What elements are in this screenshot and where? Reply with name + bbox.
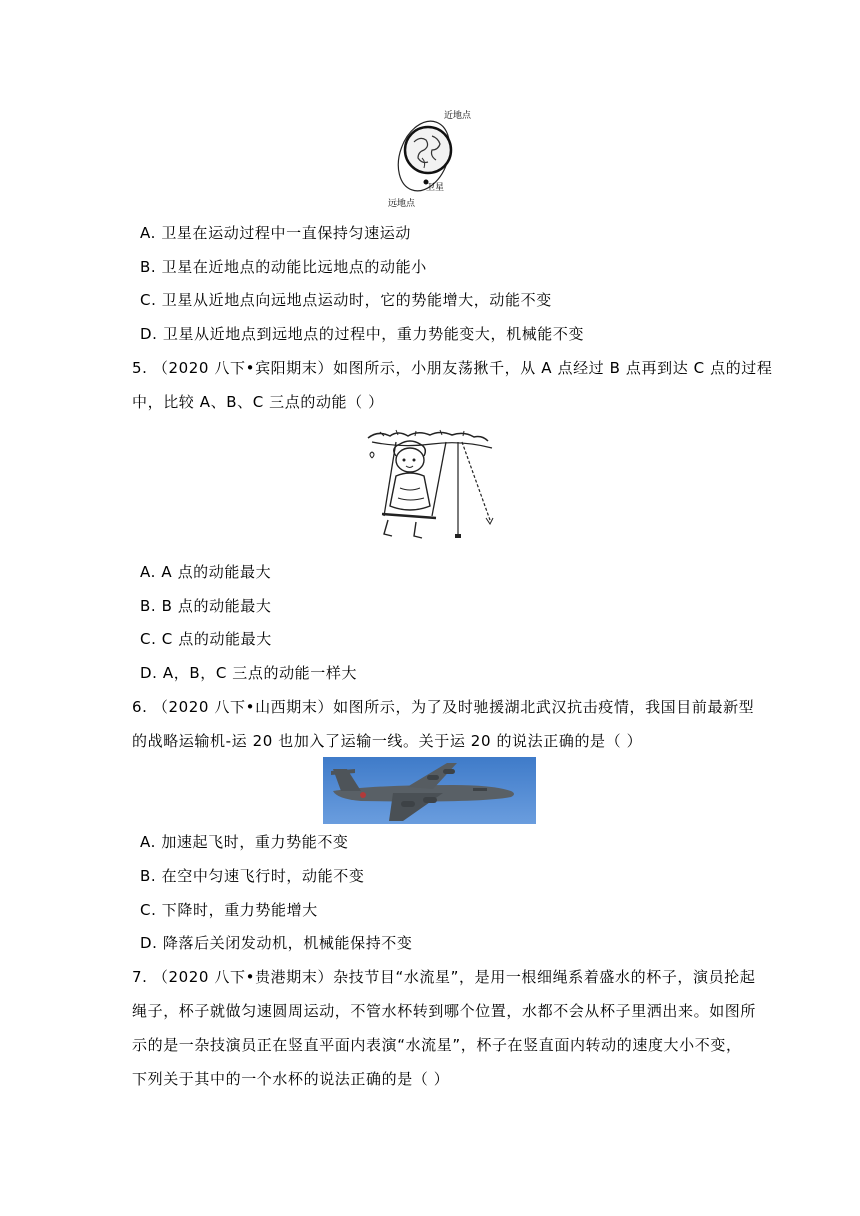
q4-option-b: B. 卫星在近地点的动能比远地点的动能小 bbox=[140, 258, 427, 276]
q6-option-d: D. 降落后关闭发动机，机械能保持不变 bbox=[140, 934, 413, 952]
q4-option-d: D. 卫星从近地点到远地点的过程中，重力势能变大，机械能不变 bbox=[140, 325, 585, 343]
label-perigee: 近地点 bbox=[444, 111, 472, 121]
q7-stem-line-3: 示的是一杂技演员正在竖直平面内表演“水流星”，杯子在竖直面内转动的速度大小不变， bbox=[132, 1036, 742, 1054]
q5-stem-line-1: 5. （2020 八下•宾阳期末）如图所示，小朋友荡揪千，从 A 点经过 B 点再到达 C 点的过程 bbox=[132, 359, 773, 377]
q6-stem-line-1: 6. （2020 八下•山西期末）如图所示，为了及时驰援湖北武汉抗击疫情，我国目前最新型 bbox=[132, 698, 755, 716]
q6-stem-line-2: 的战略运输机-运 20 也加入了运输一线。关于运 20 的说法正确的是（ ） bbox=[132, 732, 643, 750]
q5-option-a: A. A 点的动能最大 bbox=[140, 563, 272, 581]
label-apogee: 远地点 bbox=[388, 199, 416, 209]
q5-stem-line-2: 中，比较 A、B、C 三点的动能（ ） bbox=[132, 393, 384, 411]
q6-option-c: C. 下降时，重力势能增大 bbox=[140, 901, 318, 919]
q7-stem-line-2: 绳子，杯子就做匀速圆周运动，不管水杯转到哪个位置，水都不会从杯子里洒出来。如图所 bbox=[132, 1002, 757, 1020]
q7-stem-line-4: 下列关于其中的一个水杯的说法正确的是（ ） bbox=[132, 1070, 450, 1088]
q7-stem-line-1: 7. （2020 八下•贵港期末）杂技节目“水流星”，是用一根细绳系着盛水的杯子，演员抡起 bbox=[132, 968, 756, 986]
swing-figure bbox=[366, 428, 498, 548]
q6-option-b: B. 在空中匀速飞行时，动能不变 bbox=[140, 867, 365, 885]
q4-option-a: A. 卫星在运动过程中一直保持匀速运动 bbox=[140, 224, 411, 242]
q4-option-c: C. 卫星从近地点向远地点运动时，它的势能增大，动能不变 bbox=[140, 291, 552, 309]
q6-option-a: A. 加速起飞时，重力势能不变 bbox=[140, 833, 349, 851]
q5-option-b: B. B 点的动能最大 bbox=[140, 597, 272, 615]
q5-option-d: D. A，B，C 三点的动能一样大 bbox=[140, 664, 358, 682]
satellite-orbit-figure bbox=[386, 106, 472, 210]
label-satellite: 卫星 bbox=[426, 183, 445, 193]
transport-plane-photo bbox=[323, 757, 536, 824]
q5-option-c: C. C 点的动能最大 bbox=[140, 630, 272, 648]
